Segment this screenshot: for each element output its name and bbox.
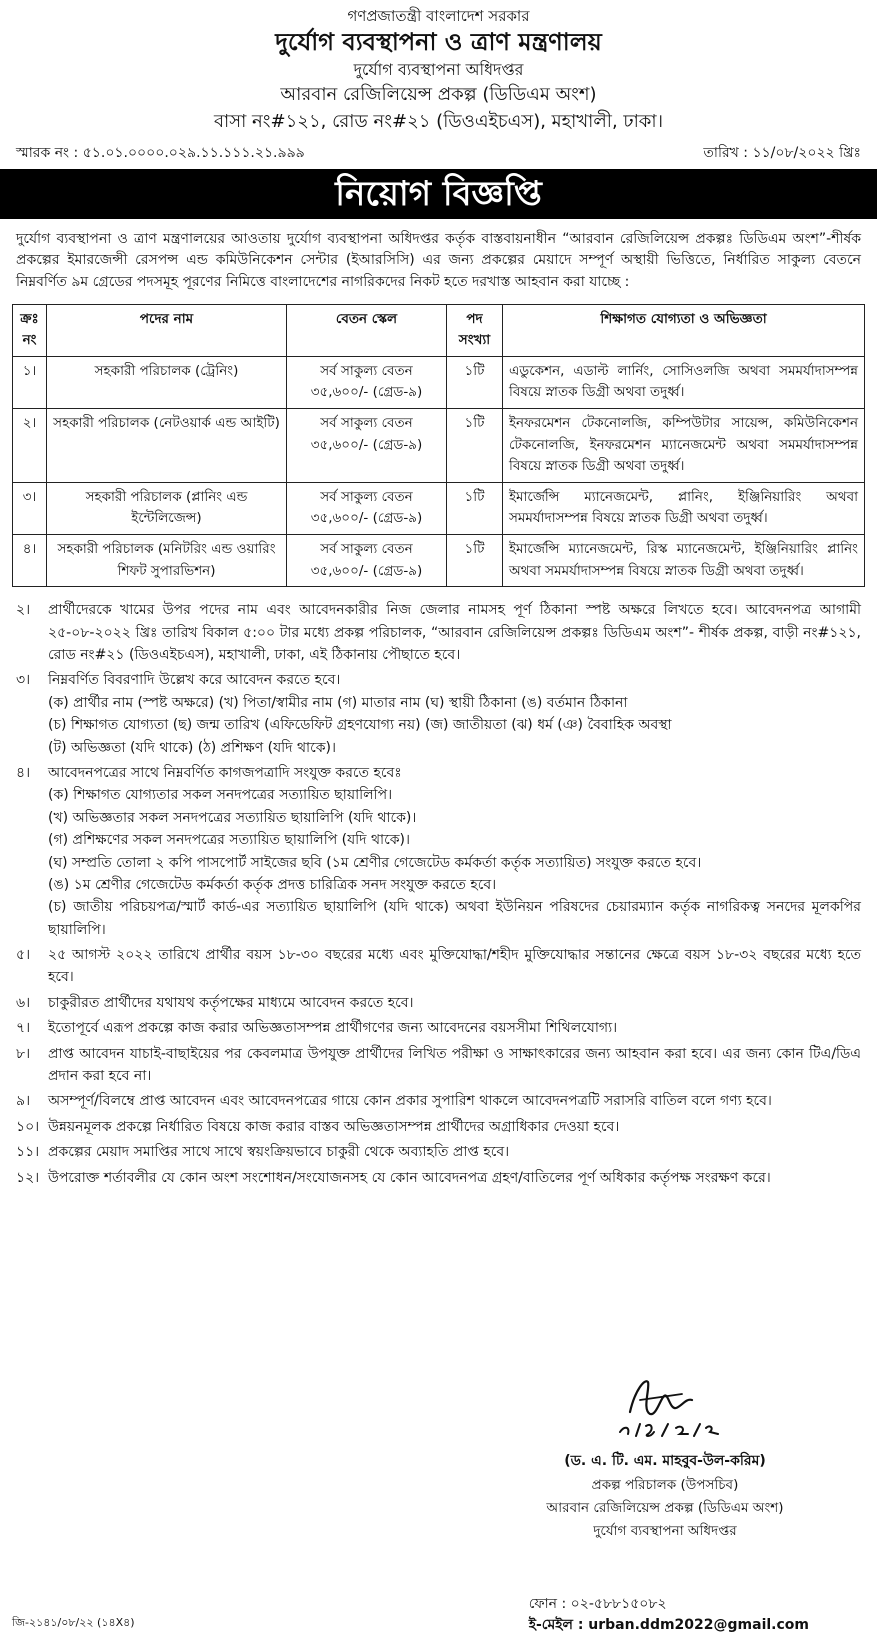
col-header-serial: ক্রঃ নং <box>13 304 47 356</box>
cell-post-count: ১টি <box>447 535 503 587</box>
cell-post-name: সহকারী পরিচালক (ট্রেনিং) <box>47 356 287 408</box>
signatory-designation: প্রকল্প পরিচালক (উপসচিব) <box>591 1476 739 1493</box>
term-item <box>16 944 861 989</box>
term-number: ৯। <box>16 1093 31 1110</box>
term-number: ১১। <box>16 1144 40 1161</box>
notice-date: তারিখ : ১১/০৮/২০২২ খ্রিঃ <box>703 144 861 161</box>
term-subitem: (খ) অভিজ্ঞতার সকল সনদপত্রের সত্যায়িত ছায়ালিপি (যদি থাকে)। <box>48 809 417 826</box>
term-number: ৬। <box>16 994 31 1011</box>
col-header-post-count: পদ সংখ্যা <box>447 304 503 356</box>
term-subitem: (ক) প্রার্থীর নাম (স্পষ্ট অক্ষরে) (খ) পিতা/স্বামীর নাম (গ) মাতার নাম (ঘ) স্থায়ী ঠিকানা (ঙ) বর্তমান ঠিকানা <box>48 694 628 711</box>
government-name: গণপ্রজাতন্ত্রী বাংলাদেশ সরকার <box>347 7 530 25</box>
term-number: ১২। <box>16 1169 40 1186</box>
email-address: ই-মেইল : urban.ddm2022@gmail.com <box>528 1617 809 1633</box>
term-text: অসম্পূর্ণ/বিলম্বে প্রাপ্ত আবেদন এবং আবেদনপত্রের গায়ে কোন প্রকার সুপারিশ থাকলে আবেদনপত্রটি সরাসরি বাতিল বলে গণ্য হবে। <box>48 1093 772 1110</box>
term-item <box>16 599 861 666</box>
term-item <box>16 762 861 941</box>
cell-serial: ৩। <box>13 482 47 534</box>
department-name: দুর্যোগ ব্যবস্থাপনা অধিদপ্তর <box>353 59 524 79</box>
intro-paragraph: দুর্যোগ ব্যবস্থাপনা ও ত্রাণ মন্ত্রণালয়ের আওতায় দুর্যোগ ব্যবস্থাপনা অধিদপ্তর কর্তৃক বাস্তবায়নাধীন “আরবান রেজিলিয়েন্স প্রকল্পঃ ডিডিএম অংশ”-শীর্ষক প্রকল্পের ইমারজেন্সী রেসপন্স এন্ড কমিউনিকেশন সেন্টার (ইআরসিসি) এর জন্য প্রকল্পের মেয়াদে সম্পূর্ণ অস্থায়ী ভিত্তিতে, নির্ধারিত সাকুল্য বেতনে নিম্নবর্ণিত ৯ম গ্রেডের পদসমূহ পূরণের নিমিত্তে বাংলাদেশের নাগরিকদের নিকট হতে দরখাস্ত আহবান করা যাচ্ছে : <box>16 230 861 290</box>
office-address: বাসা নং#১২১, রোড নং#২১ (ডিওএইচএস), মহাখালী, ঢাকা। <box>213 110 664 132</box>
term-number: ৭। <box>16 1020 31 1037</box>
term-text: উপরোক্ত শর্তাবলীর যে কোন অংশ সংশোধন/সংযোজনসহ যে কোন আবেদনপত্র গ্রহণ/বাতিলের পূর্ণ অধিকার কর্তৃপক্ষ সংরক্ষণ করে। <box>48 1169 771 1186</box>
cell-pay-scale: সর্ব সাকুল্য বেতন ৩৫,৬০০/- (গ্রেড-৯) <box>287 409 447 483</box>
term-item <box>16 1141 861 1163</box>
term-subitem: (ট) অভিজ্ঞতা (যদি থাকে) (ঠ) প্রশিক্ষণ (যদি থাকে)। <box>48 739 336 756</box>
table-row <box>13 482 865 534</box>
cell-serial: ৪। <box>13 535 47 587</box>
reference-row <box>12 141 865 165</box>
handwritten-signature <box>590 1370 740 1450</box>
term-item <box>16 1017 861 1039</box>
table-row <box>13 535 865 587</box>
term-subitem: (ঘ) সম্প্রতি তোলা ২ কপি পাসপোর্ট সাইজের ছবি (১ম শ্রেণীর গেজেটেড কর্মকর্তা কর্তৃক সত্যায়িত) সংযুক্ত করতে হবে। <box>48 854 702 871</box>
print-reference: জি-২১৪১/০৮/২২ (১৪X৪) <box>12 1616 135 1629</box>
cell-post-count: ১টি <box>447 356 503 408</box>
table-row <box>13 356 865 408</box>
term-subitem: (গ) প্রশিক্ষণের সকল সনদপত্রের সত্যায়িত ছায়ালিপি (যদি থাকে)। <box>48 832 410 849</box>
term-number: ৩। <box>16 672 31 689</box>
term-number: ৮। <box>16 1045 31 1062</box>
memo-number: স্মারক নং : ৫১.০১.০০০০.০২৯.১১.১১১.২১.৯৯৯ <box>16 144 305 161</box>
term-text: উন্নয়নমূলক প্রকল্পে নির্ধারিত বিষয়ে কাজ করার বাস্তব অভিজ্ঞতাসম্পন্ন প্রার্থীদের অগ্রাধিকার দেওয়া হবে। <box>48 1118 620 1135</box>
term-text: নিম্নবর্ণিত বিবরণাদি উল্লেখ করে আবেদন করতে হবে। <box>48 672 341 689</box>
term-item <box>16 669 861 759</box>
signatory-department: দুর্যোগ ব্যবস্থাপনা অধিদপ্তর <box>593 1522 737 1539</box>
term-item <box>16 992 861 1014</box>
term-text: আবেদনপত্রের সাথে নিম্নবর্ণিত কাগজপত্রাদি সংযুক্ত করতে হবেঃ <box>48 764 402 781</box>
term-subitem: (চ) শিক্ষাগত যোগ্যতা (ছ) জন্ম তারিখ (এফিডেফিট গ্রহণযোগ্য নয়) (জ) জাতীয়তা (ঝ) ধর্ম (ঞ) বৈবাহিক অবস্থা <box>48 717 672 734</box>
project-name: আরবান রেজিলিয়েন্স প্রকল্প (ডিডিএম অংশ) <box>280 84 597 106</box>
cell-qualification: এডুকেশন, এডাল্ট লার্নিং, সোসিওলজি অথবা সমমর্যাদাসম্পন্ন বিষয়ে স্নাতক ডিগ্রী অথবা তদুর্ধ্ব। <box>503 356 865 408</box>
cell-pay-scale: সর্ব সাকুল্য বেতন ৩৫,৬০০/- (গ্রেড-৯) <box>287 535 447 587</box>
term-text: ২৫ আগস্ট ২০২২ তারিখে প্রার্থীর বয়স ১৮-৩০ বছরের মধ্যে এবং মুক্তিযোদ্ধা/শহীদ মুক্তিযোদ্ধার সন্তানের ক্ষেত্রে বয়স ১৮-৩২ বছরের মধ্যে হতে হবে। <box>48 947 861 986</box>
col-header-qualification: শিক্ষাগত যোগ্যতা ও অভিজ্ঞতা <box>503 304 865 356</box>
term-number: ২। <box>16 602 31 619</box>
signatory-project: আরবান রেজিলিয়েন্স প্রকল্প (ডিডিএম অংশ) <box>546 1499 784 1516</box>
cell-pay-scale: সর্ব সাকুল্য বেতন ৩৫,৬০০/- (গ্রেড-৯) <box>287 482 447 534</box>
table-header-row <box>13 304 865 356</box>
term-item <box>16 1116 861 1138</box>
phone-number: ফোন : ০২-৫৮৮১৫০৮২ <box>528 1596 667 1612</box>
cell-post-count: ১টি <box>447 482 503 534</box>
notice-title-banner: নিয়োগ বিজ্ঞপ্তি <box>0 169 877 219</box>
term-text: চাকুরীরত প্রার্থীদের যথাযথ কর্তৃপক্ষের মাধ্যমে আবেদন করতে হবে। <box>48 994 414 1011</box>
term-text: প্রার্থীদেরকে খামের উপর পদের নাম এবং আবেদনকারীর নিজ জেলার নামসহ পূর্ণ ঠিকানা স্পষ্ট অক্ষরে লিখতে হবে। আবেদনপত্র আগামী ২৫-০৮-২০২২ খ্রিঃ তারিখ বিকাল ৫:০০ টার মধ্যে প্রকল্প পরিচালক, “আরবান রেজিলিয়েন্স প্রকল্পঃ ডিডিএম অংশ”- শীর্ষক প্রকল্প, বাড়ী নং#১২১, রোড নং#২১ (ডিওএইচএস), মহাখালী, ঢাকা, এই ঠিকানায় পৌছাতে হবে। <box>48 602 861 663</box>
contact-info <box>529 1594 809 1636</box>
term-number: ৫। <box>16 947 31 964</box>
terms-list <box>12 599 865 1189</box>
cell-serial: ২। <box>13 409 47 483</box>
cell-pay-scale: সর্ব সাকুল্য বেতন ৩৫,৬০০/- (গ্রেড-৯) <box>287 356 447 408</box>
cell-post-name: সহকারী পরিচালক (নেটওয়ার্ক এন্ড আইটি) <box>47 409 287 483</box>
ministry-name: দুর্যোগ ব্যবস্থাপনা ও ত্রাণ মন্ত্রণালয় <box>275 28 602 57</box>
col-header-pay-scale: বেতন স্কেল <box>287 304 447 356</box>
cell-qualification: ইনফরমেশন টেকনোলজি, কম্পিউটার সায়েন্স, কমিউনিকেশন টেকনোলজি, ইনফরমেশন ম্যানেজমেন্ট অথবা সমমর্যাদাসম্পন্ন বিষয়ে স্নাতক ডিগ্রী অথবা তদুর্ধ্ব। <box>503 409 865 483</box>
col-header-post-name: পদের নাম <box>47 304 287 356</box>
signature-block <box>505 1370 825 1543</box>
term-subitem: (ক) শিক্ষাগত যোগ্যতার সকল সনদপত্রের সত্যায়িত ছায়ালিপি। <box>48 787 393 804</box>
term-item <box>16 1090 861 1112</box>
signatory-name: (ড. এ. টি. এম. মাহবুব-উল-করিম) <box>564 1453 766 1469</box>
term-item <box>16 1043 861 1088</box>
term-text: প্রাপ্ত আবেদন যাচাই-বাছাইয়ের পর কেবলমাত্র উপযুক্ত প্রার্থীদের লিখিত পরীক্ষা ও সাক্ষাৎকারের জন্য আহবান করা হবে। এর জন্য কোন টিএ/ডিএ প্রদান করা হবে না। <box>48 1045 861 1085</box>
table-row <box>13 409 865 483</box>
letterhead <box>12 8 865 133</box>
term-number: ১০। <box>16 1118 40 1135</box>
term-item <box>16 1167 861 1189</box>
term-subitem: (ঙ) ১ম শ্রেণীর গেজেটেড কর্মকর্তা কর্তৃক প্রদত্ত চারিত্রিক সনদ সংযুক্ত করতে হবে। <box>48 876 497 893</box>
cell-post-name: সহকারী পরিচালক (প্লানিং এন্ড ইন্টেলিজেন্স) <box>47 482 287 534</box>
term-subitem: (চ) জাতীয় পরিচয়পত্র/স্মার্ট কার্ড-এর সত্যায়িত ছায়ালিপি (যদি থাকে) অথবা ইউনিয়ন পরিষদের চেয়ারম্যান কর্তৃক নাগরিকত্ব সনদের মূলকপির ছায়ালিপি। <box>48 899 861 938</box>
cell-serial: ১। <box>13 356 47 408</box>
posts-table <box>12 304 865 588</box>
term-number: ৪। <box>16 764 31 781</box>
term-text: ইতোপূর্বে এরূপ প্রকল্পে কাজ করার অভিজ্ঞতাসম্পন্ন প্রার্থীগণের জন্য আবেদনের বয়সসীমা শিথিলযোগ্য। <box>48 1020 618 1037</box>
term-text: প্রকল্পের মেয়াদ সমাপ্তির সাথে সাথে স্বয়ংক্রিয়ভাবে চাকুরী থেকে অব্যাহতি প্রাপ্ত হবে। <box>48 1144 510 1161</box>
cell-post-count: ১টি <box>447 409 503 483</box>
cell-qualification: ইমার্জেন্সি ম্যানেজমেন্ট, রিস্ক ম্যানেজমেন্ট, ইঞ্জিনিয়ারিং প্লানিং অথবা সমমর্যাদাসম্পন্ন বিষয়ে স্নাতক ডিগ্রী অথবা তদুর্ধ্ব। <box>503 535 865 587</box>
cell-qualification: ইমার্জেন্সি ম্যানেজমেন্ট, প্লানিং, ইঞ্জিনিয়ারিং অথবা সমমর্যাদাসম্পন্ন বিষয়ে স্নাতক ডিগ্রী অথবা তদুর্ধ্ব। <box>503 482 865 534</box>
cell-post-name: সহকারী পরিচালক (মনিটরিং এন্ড ওয়ারিং শিফট সুপারভিশন) <box>47 535 287 587</box>
